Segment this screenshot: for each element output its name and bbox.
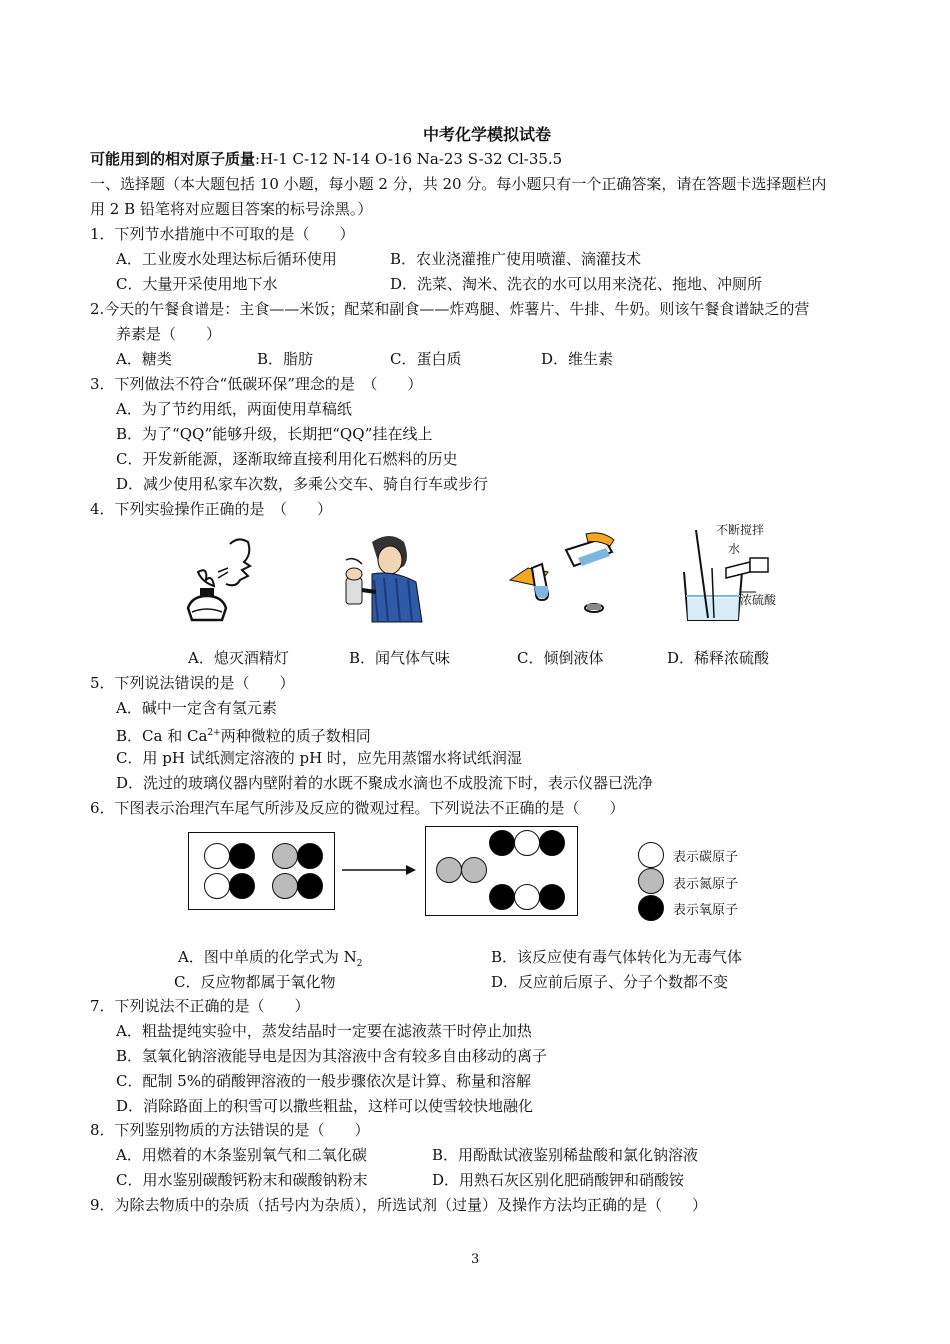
- q1-option-a: A．工业废水处理达标后循环使用: [116, 250, 337, 268]
- q3-option-b: B．为了“QQ”能够升级，长期把“QQ”挂在线上: [116, 425, 433, 443]
- q6-stem: 6．下图表示治理汽车尾气所涉及反应的微观过程。下列说法不正确的是（ ）: [90, 799, 625, 817]
- q9-stem: 9．为除去物质中的杂质（括号内为杂质），所选试剂（过量）及操作方法均正确的是（ ）: [90, 1196, 708, 1214]
- q2-stem-line1: 2.今天的午餐食谱是：主食——米饭；配菜和副食——炸鸡腿、炸薯片、牛排、牛奶。则该午餐食谱缺乏的营: [90, 300, 810, 318]
- q2-option-a: A．糖类: [116, 350, 172, 368]
- q7-option-a: A．粗盐提纯实验中，蒸发结晶时一定要在滤液蒸干时停止加热: [116, 1022, 532, 1040]
- oxygen-atom: [489, 884, 515, 910]
- atomic-mass-line: [90, 149, 562, 169]
- q8-option-b: B．用酚酞试液鉴别稀盐酸和氯化钠溶液: [432, 1146, 699, 1164]
- carbon-atom: [204, 873, 230, 899]
- oxygen-atom: [297, 843, 323, 869]
- nitrogen-atom: [272, 843, 298, 869]
- q3-option-d: D．减少使用私家车次数，多乘公交车、骑自行车或步行: [116, 475, 489, 493]
- q1-option-d: D．洗菜、淘米、洗衣的水可以用来浇花、拖地、冲厕所: [390, 275, 763, 293]
- legend-carbon-icon: [638, 842, 664, 868]
- oxygen-atom: [229, 843, 255, 869]
- q7-option-c: C．配制 5%的硝酸钾溶液的一般步骤依次是计算、称量和溶解: [116, 1072, 532, 1090]
- oxygen-atom: [539, 830, 565, 856]
- q4-option-d: D．稀释浓硫酸: [667, 649, 770, 667]
- oxygen-atom: [539, 884, 565, 910]
- q5-option-b-sup: 2+: [207, 728, 221, 738]
- q4-option-c: C．倾倒液体: [517, 649, 604, 667]
- legend-carbon-label: 表示碳原子: [673, 850, 739, 865]
- nitrogen-atom: [272, 873, 298, 899]
- q2-stem-line2: 养素是（ ）: [116, 325, 222, 343]
- q4-option-a: A．熄灭酒精灯: [188, 649, 289, 667]
- figure-a-alcohol-lamp: [178, 532, 268, 624]
- q5-stem: 5．下列说法错误的是（ ）: [90, 674, 295, 692]
- legend-nitrogen-icon: [638, 868, 664, 894]
- q6-option-c: C．反应物都属于氧化物: [174, 973, 336, 991]
- figure-d-label-acid: 浓硫酸: [740, 593, 777, 607]
- q1-option-c: C．大量开采使用地下水: [116, 275, 278, 293]
- q5-option-c: C．用 pH 试纸测定溶液的 pH 时，应先用蒸馏水将试纸润湿: [116, 749, 522, 767]
- legend-oxygen-label: 表示氧原子: [673, 903, 739, 918]
- q7-option-b: B．氢氧化钠溶液能导电是因为其溶液中含有较多自由移动的离子: [116, 1047, 548, 1065]
- q8-option-d: D．用熟石灰区别化肥硝酸钾和硝酸铵: [432, 1171, 685, 1189]
- q8-option-a: A．用燃着的木条鉴别氧气和二氧化碳: [116, 1146, 367, 1164]
- atomic-mass-values: :H-1 C-12 N-14 O-16 Na-23 S-32 Cl-35.5: [255, 150, 563, 168]
- q6-option-b: B．该反应使有毒气体转化为无毒气体: [491, 948, 743, 966]
- figure-d-label-stir: 不断搅拌: [716, 523, 765, 537]
- oxygen-atom: [297, 873, 323, 899]
- nitrogen-atom: [436, 857, 462, 883]
- reaction-arrow: [342, 862, 418, 878]
- oxygen-atom: [489, 830, 515, 856]
- q2-option-b: B．脂肪: [257, 350, 314, 368]
- nitrogen-atom: [461, 857, 487, 883]
- q5-option-b: [116, 723, 371, 746]
- q5-option-b-post: 两种微粒的质子数相同: [220, 727, 371, 745]
- q7-stem: 7．下列说法不正确的是（ ）: [90, 997, 310, 1015]
- q2-option-d: D．维生素: [541, 350, 614, 368]
- legend-nitrogen-label: 表示氮原子: [673, 877, 739, 892]
- q5-option-b-pre: B．Ca 和 Ca: [116, 727, 208, 745]
- q5-option-d: D．洗过的玻璃仪器内壁附着的水既不聚成水滴也不成股流下时，表示仪器已洗净: [116, 774, 654, 792]
- q4-stem: 4．下列实验操作正确的是 （ ）: [90, 500, 333, 518]
- q3-option-a: A．为了节约用纸，两面使用草稿纸: [116, 400, 352, 418]
- q1-stem: 1．下列节水措施中不可取的是（ ）: [90, 225, 355, 243]
- figure-d-label-water: 水: [728, 542, 741, 556]
- q3-stem: 3．下列做法不符合“低碳环保”理念的是 （ ）: [90, 375, 423, 393]
- figure-c-pour-liquid: [502, 532, 622, 622]
- q8-stem: 8．下列鉴别物质的方法错误的是（ ）: [90, 1121, 370, 1139]
- carbon-atom: [514, 830, 540, 856]
- product-box: [425, 826, 578, 916]
- page-number: 3: [471, 1252, 480, 1267]
- section-instruction-line1: 一、选择题（本大题包括 10 小题，每小题 2 分，共 20 分。每小题只有一个正确答案，请在答题卡选择题栏内: [90, 175, 827, 193]
- q5-option-a: A．碱中一定含有氢元素: [116, 699, 277, 717]
- q6-option-a-sub: 2: [356, 959, 363, 969]
- q6-option-a: [178, 947, 362, 974]
- q8-option-c: C．用水鉴别碳酸钙粉末和碳酸钠粉末: [116, 1171, 368, 1189]
- figure-b-smell-gas: [332, 530, 436, 626]
- oxygen-atom: [229, 873, 255, 899]
- q1-option-b: B．农业浇灌推广使用喷灌、滴灌技术: [390, 250, 642, 268]
- q2-option-c: C．蛋白质: [390, 350, 462, 368]
- legend-oxygen-icon: [638, 895, 664, 921]
- page-title: 中考化学模拟试卷: [423, 125, 552, 144]
- reactant-box: [188, 832, 335, 910]
- q6-option-d: D．反应前后原子、分子个数都不变: [491, 973, 729, 991]
- q4-option-b: B．闻气体气味: [349, 649, 451, 667]
- q7-option-d: D．消除路面上的积雪可以撒些粗盐，这样可以使雪较快地融化: [116, 1097, 534, 1115]
- q3-option-c: C．开发新能源，逐渐取缔直接利用化石燃料的历史: [116, 450, 458, 468]
- section-instruction-line2: 用 2 B 铅笔将对应题目答案的标号涂黑。）: [90, 200, 373, 218]
- carbon-atom: [514, 884, 540, 910]
- q6-option-a-text: A．图中单质的化学式为 N: [178, 948, 357, 966]
- atomic-mass-label: 可能用到的相对原子质量: [90, 150, 256, 168]
- carbon-atom: [204, 843, 230, 869]
